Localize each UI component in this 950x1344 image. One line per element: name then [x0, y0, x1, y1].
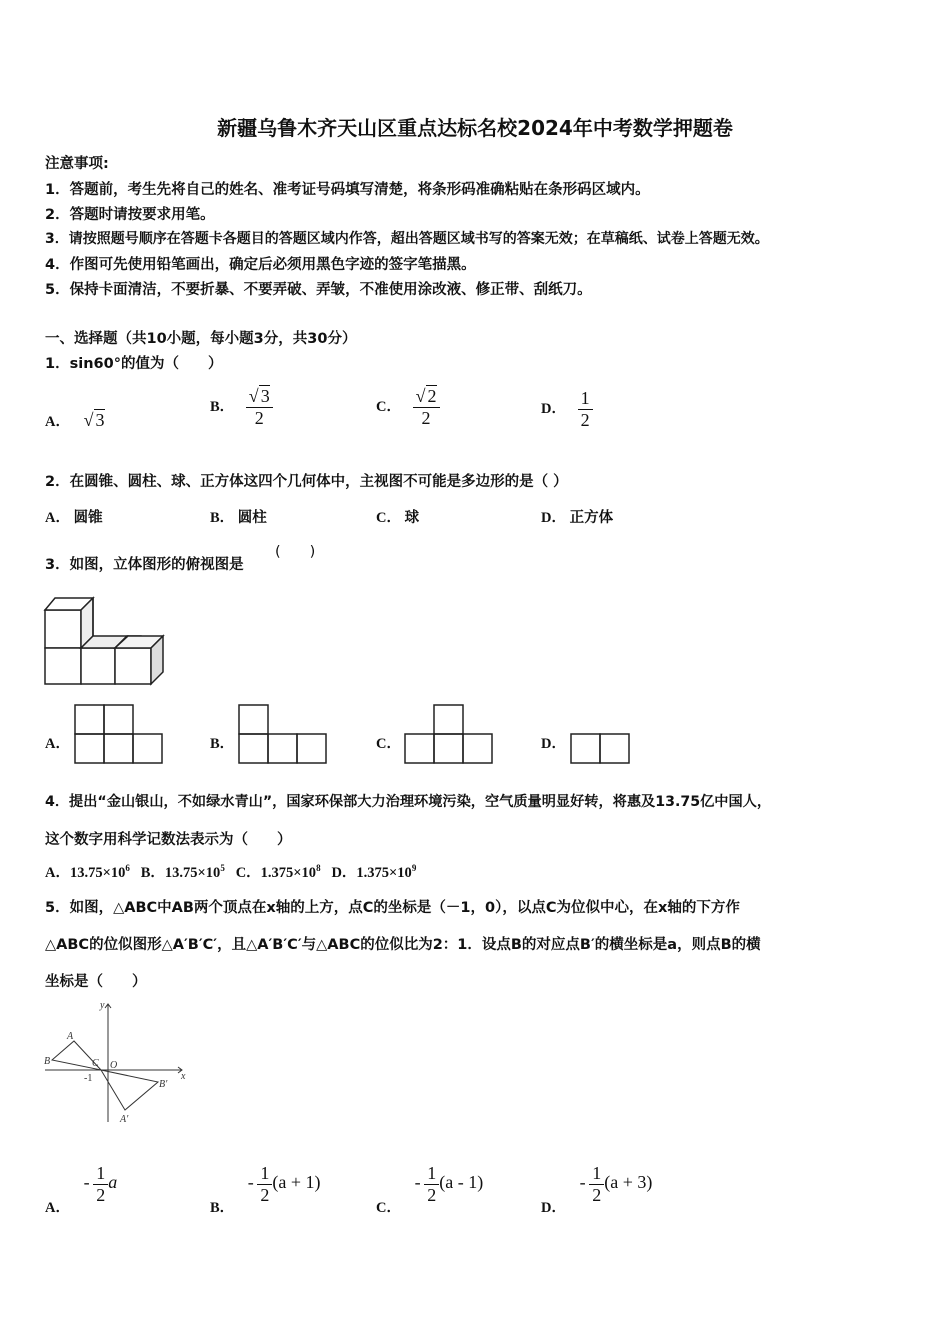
q5-option-c: C． - $\frac{1}{2}$ (a - 1): [376, 1163, 484, 1216]
numerator: 1: [580, 388, 590, 408]
denominator: 2: [413, 407, 440, 429]
option-tail: a: [108, 1171, 118, 1192]
radicand: 3: [95, 410, 105, 430]
option-value: 13.75×10: [164, 865, 221, 881]
point-b-label: B: [44, 1056, 51, 1067]
denominator: 2: [246, 407, 273, 429]
notice-item: 5．保持卡面清洁，不要折暴、不要弄破、弄皱，不准使用涂改液、修正带、刮纸刀。: [45, 282, 592, 298]
question-5-stem-line3: 坐标是（ ）: [45, 974, 147, 990]
point-c-label: C: [92, 1058, 99, 1069]
question-3-stem: 3．如图，立体图形的俯视图是: [45, 557, 244, 573]
page-title: 新疆乌鲁木齐天山区重点达标名校2024年中考数学押题卷: [217, 116, 733, 140]
q5-option-b: B． - $\frac{1}{2}$ (a + 1): [210, 1163, 321, 1216]
point-a-label: A: [67, 1031, 74, 1042]
q2-option-a: A． 圆锥: [45, 510, 103, 526]
denominator: 2: [578, 409, 593, 431]
option-value: 1.375×10: [356, 865, 412, 881]
q1-option-c: C． $\frac{√ 2}{2}$: [376, 386, 440, 429]
answer-paren: ( ): [275, 544, 316, 560]
option-label: D．: [541, 400, 566, 417]
notice-item: 1．答题前，考生先将自己的姓名、准考证号码填写清楚，将条形码准确粘贴在条形码区域内。: [45, 182, 650, 198]
option-text: 圆柱: [237, 510, 267, 526]
q3-option-b-label: B．: [210, 736, 235, 752]
option-label: C．: [376, 398, 401, 415]
q2-option-c: C． 球: [376, 510, 420, 526]
option-tail: (a - 1): [439, 1171, 484, 1192]
notice-item: 4．作图可先使用铅笔画出，确定后必须用黑色字迹的签字笔描黑。: [45, 257, 476, 273]
option-label: A．: [45, 414, 70, 430]
notice-item: 2．答题时请按要求用笔。: [45, 207, 215, 223]
option-text: 正方体: [569, 510, 614, 526]
q3-option-b-view: [238, 704, 328, 764]
q2-option-d: D． 正方体: [541, 510, 614, 526]
q3-option-a-view: [74, 704, 164, 764]
tick-neg1-label: -1: [84, 1073, 93, 1084]
q1-option-d: [541, 388, 593, 431]
q3-option-c-label: C．: [376, 736, 401, 752]
question-4-stem-line1: 4．提出“金山银山，不如绿水青山”，国家环保部大力治理环境污染，空气质量明显好转，将惠及13.75亿中国人，: [45, 794, 772, 810]
option-label: B．: [210, 398, 235, 415]
q3-option-d-label: D．: [541, 736, 566, 752]
option-text: 圆锥: [73, 510, 103, 526]
question-1-stem: 1．sin60°的值为（ ）: [45, 356, 223, 372]
question-5-stem-line1: 5．如图，△ABC中AB两个顶点在x轴的上方，点C的坐标是（－1，0），以点C为位似中心，在x轴的下方作: [45, 900, 740, 916]
q3-option-d-view: [570, 733, 632, 765]
question-2-stem: 2．在圆锥、圆柱、球、正方体这四个几何体中，主视图不可能是多边形的是（ ）: [45, 474, 568, 490]
q5-option-a: A． - $\frac{1}{2}$ a: [45, 1163, 118, 1216]
question-4-stem-line2: 这个数字用科学记数法表示为（ ）: [45, 832, 292, 848]
notice-heading: 注意事项:: [45, 156, 109, 172]
q5-option-d: D． - $\frac{1}{2}$ (a + 3): [541, 1163, 653, 1216]
q1-option-a: A． √ 3: [45, 410, 105, 430]
origin-label: O: [110, 1060, 118, 1071]
notice-item: 3．请按照题号顺序在答题卡各题目的答题区域内作答，超出答题区域书写的答案无效；在草稿纸、试卷上答题无效。: [45, 231, 769, 247]
q3-option-a-label: A．: [45, 736, 70, 752]
question-5-stem-line2: △ABC的位似图形△A′B′C′，且△A′B′C′与△ABC的位似比为2：1．设点B的对应点B′的横坐标是a，则点B的横: [45, 937, 761, 953]
y-axis-label: y: [100, 1000, 105, 1011]
radicand: 3: [260, 386, 270, 406]
similarity-figure: [40, 998, 190, 1128]
solid-figure: [44, 596, 168, 686]
q2-option-b: B． 圆柱: [210, 510, 267, 526]
option-value: 1.375×10: [260, 865, 317, 881]
radicand: 2: [427, 386, 437, 406]
q3-option-c-view: [404, 704, 494, 764]
option-value: 13.75×10: [69, 865, 126, 881]
point-a-prime-label: A′: [120, 1114, 129, 1125]
section-heading: 一、选择题（共10小题，每小题3分，共30分）: [45, 331, 357, 347]
x-axis-label: x: [181, 1071, 186, 1082]
option-text: 球: [404, 510, 420, 526]
q4-options: A．$13.75\times 10^6$ B．$13.75\times 10^5$ C．$1.375\times 10^8$ D．$1.375\times 10^9$: [45, 863, 417, 881]
option-tail: (a + 3): [604, 1171, 653, 1192]
q1-option-b: B． $\frac{√ 3}{2}$: [210, 386, 273, 429]
option-tail: (a + 1): [272, 1171, 321, 1192]
point-b-prime-label: B′: [159, 1079, 168, 1090]
